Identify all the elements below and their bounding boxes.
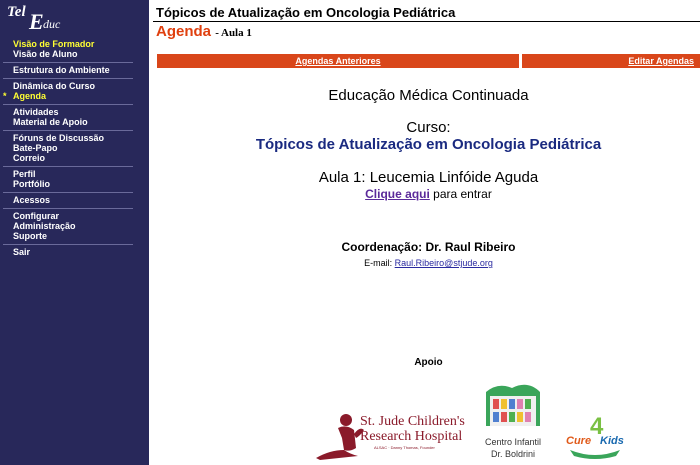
sidebar-item-label: Correio [13,153,46,163]
course-title: Tópicos de Atualização em Oncologia Pediátrica [156,5,456,20]
sidebar-item-correio[interactable] [3,153,133,163]
section-subtitle: - Aula 1 [215,27,252,39]
sidebar-item-label: Fóruns de Discussão [13,133,105,143]
st-jude-line3: ALSAC · Danny Thomas, Founder [374,445,435,450]
sidebar-item-label: Visão de Formador [13,39,95,49]
cure4kids-logo [564,412,626,460]
sidebar-group [3,37,133,63]
sidebar-item-configurar[interactable] [3,211,133,221]
sidebar-item-label: Administração [13,221,76,231]
sidebar-item-label: Agenda [13,91,47,101]
sidebar-item-label: Configurar [13,211,59,221]
sidebar-item-label: Dinâmica do Curso [13,81,96,91]
coordination: Coordenação: Dr. Raul Ribeiro [341,240,516,254]
edit-agendas-link[interactable]: Editar Agendas [628,56,694,66]
course-name: Tópicos de Atualização em Oncologia Pediátrica [255,136,602,153]
sidebar-item-sair[interactable] [3,247,133,257]
sidebar-item-bate-papo[interactable] [3,143,133,153]
sidebar-item-acessos[interactable] [3,195,133,205]
email-link[interactable]: Raul.Ribeiro@stjude.org [394,258,493,268]
sidebar-item-perfil[interactable] [3,169,133,179]
svg-text:Cure: Cure [566,435,592,447]
teleduc-logo[interactable] [5,2,75,32]
sidebar-item-label: Material de Apoio [13,117,88,127]
agenda-toolbar [157,54,700,68]
sidebar-menu [0,37,149,260]
sidebar-item-visao-de-aluno[interactable] [3,49,133,59]
sidebar-item-label: Suporte [13,231,48,241]
enter-suffix: para entrar [429,187,492,201]
sidebar-item-portfolio[interactable] [3,179,133,189]
toolbar-cell-left [157,54,519,68]
st-jude-logo [310,408,468,462]
sidebar-group [3,245,133,260]
sidebar-group [3,105,133,131]
sidebar-item-label: Visão de Aluno [13,49,78,59]
st-jude-line2: Research Hospital [360,429,463,444]
current-marker-icon: * [3,91,7,101]
sidebar-group [3,63,133,79]
sidebar-item-label: Bate-Papo [13,143,58,153]
sidebar-group [3,131,133,167]
svg-text:duc: duc [43,17,61,31]
enter-line [157,187,700,201]
sidebar-item-estrutura-do-ambiente[interactable] [3,65,133,75]
svg-text:E: E [29,9,44,32]
lesson-title: Aula 1: Leucemia Linfóide Aguda [318,169,539,186]
sidebar-item-atividades[interactable] [3,107,133,117]
sidebar-group [3,193,133,209]
boldrini-line2: Dr. Boldrini [490,449,536,459]
sidebar-item-foruns-de-discussao[interactable] [3,133,133,143]
boldrini-line1: Centro Infantil [484,437,542,447]
svg-text:4: 4 [590,413,604,440]
sidebar [0,0,149,465]
sidebar-item-administracao[interactable] [3,221,133,231]
svg-text:Tel: Tel [7,4,26,20]
email-label: E-mail: [364,258,395,268]
sidebar-group [3,209,133,245]
sidebar-item-label: Acessos [13,195,51,205]
sidebar-item-label: Perfil [13,169,36,179]
enter-lesson-link[interactable]: Clique aqui [365,187,430,201]
sidebar-item-visao-de-formador[interactable] [3,39,133,49]
sidebar-item-dinamica-do-curso[interactable] [3,81,133,91]
sidebar-item-label: Sair [13,247,31,257]
st-jude-line1: St. Jude Children's [360,414,465,429]
toolbar-cell-right [522,54,700,68]
course-label: Curso: [406,119,451,136]
sidebar-group [3,79,133,105]
header-divider [153,21,700,22]
sidebar-item-material-de-apoio[interactable] [3,117,133,127]
previous-agendas-link[interactable]: Agendas Anteriores [295,56,381,66]
support-label: Apoio [414,357,443,368]
boldrini-logo [478,382,548,462]
svg-text:Kids: Kids [600,435,624,447]
sidebar-item-label: Portfólio [13,179,50,189]
section-label: Agenda [156,23,212,40]
section-title [156,23,252,40]
sidebar-item-agenda[interactable] [3,91,133,101]
sidebar-item-suporte[interactable] [3,231,133,241]
sidebar-item-label: Atividades [13,107,59,117]
sidebar-item-label: Estrutura do Ambiente [13,65,110,75]
email-line [157,258,700,268]
program-title: Educação Médica Continuada [328,87,529,104]
sidebar-group [3,167,133,193]
